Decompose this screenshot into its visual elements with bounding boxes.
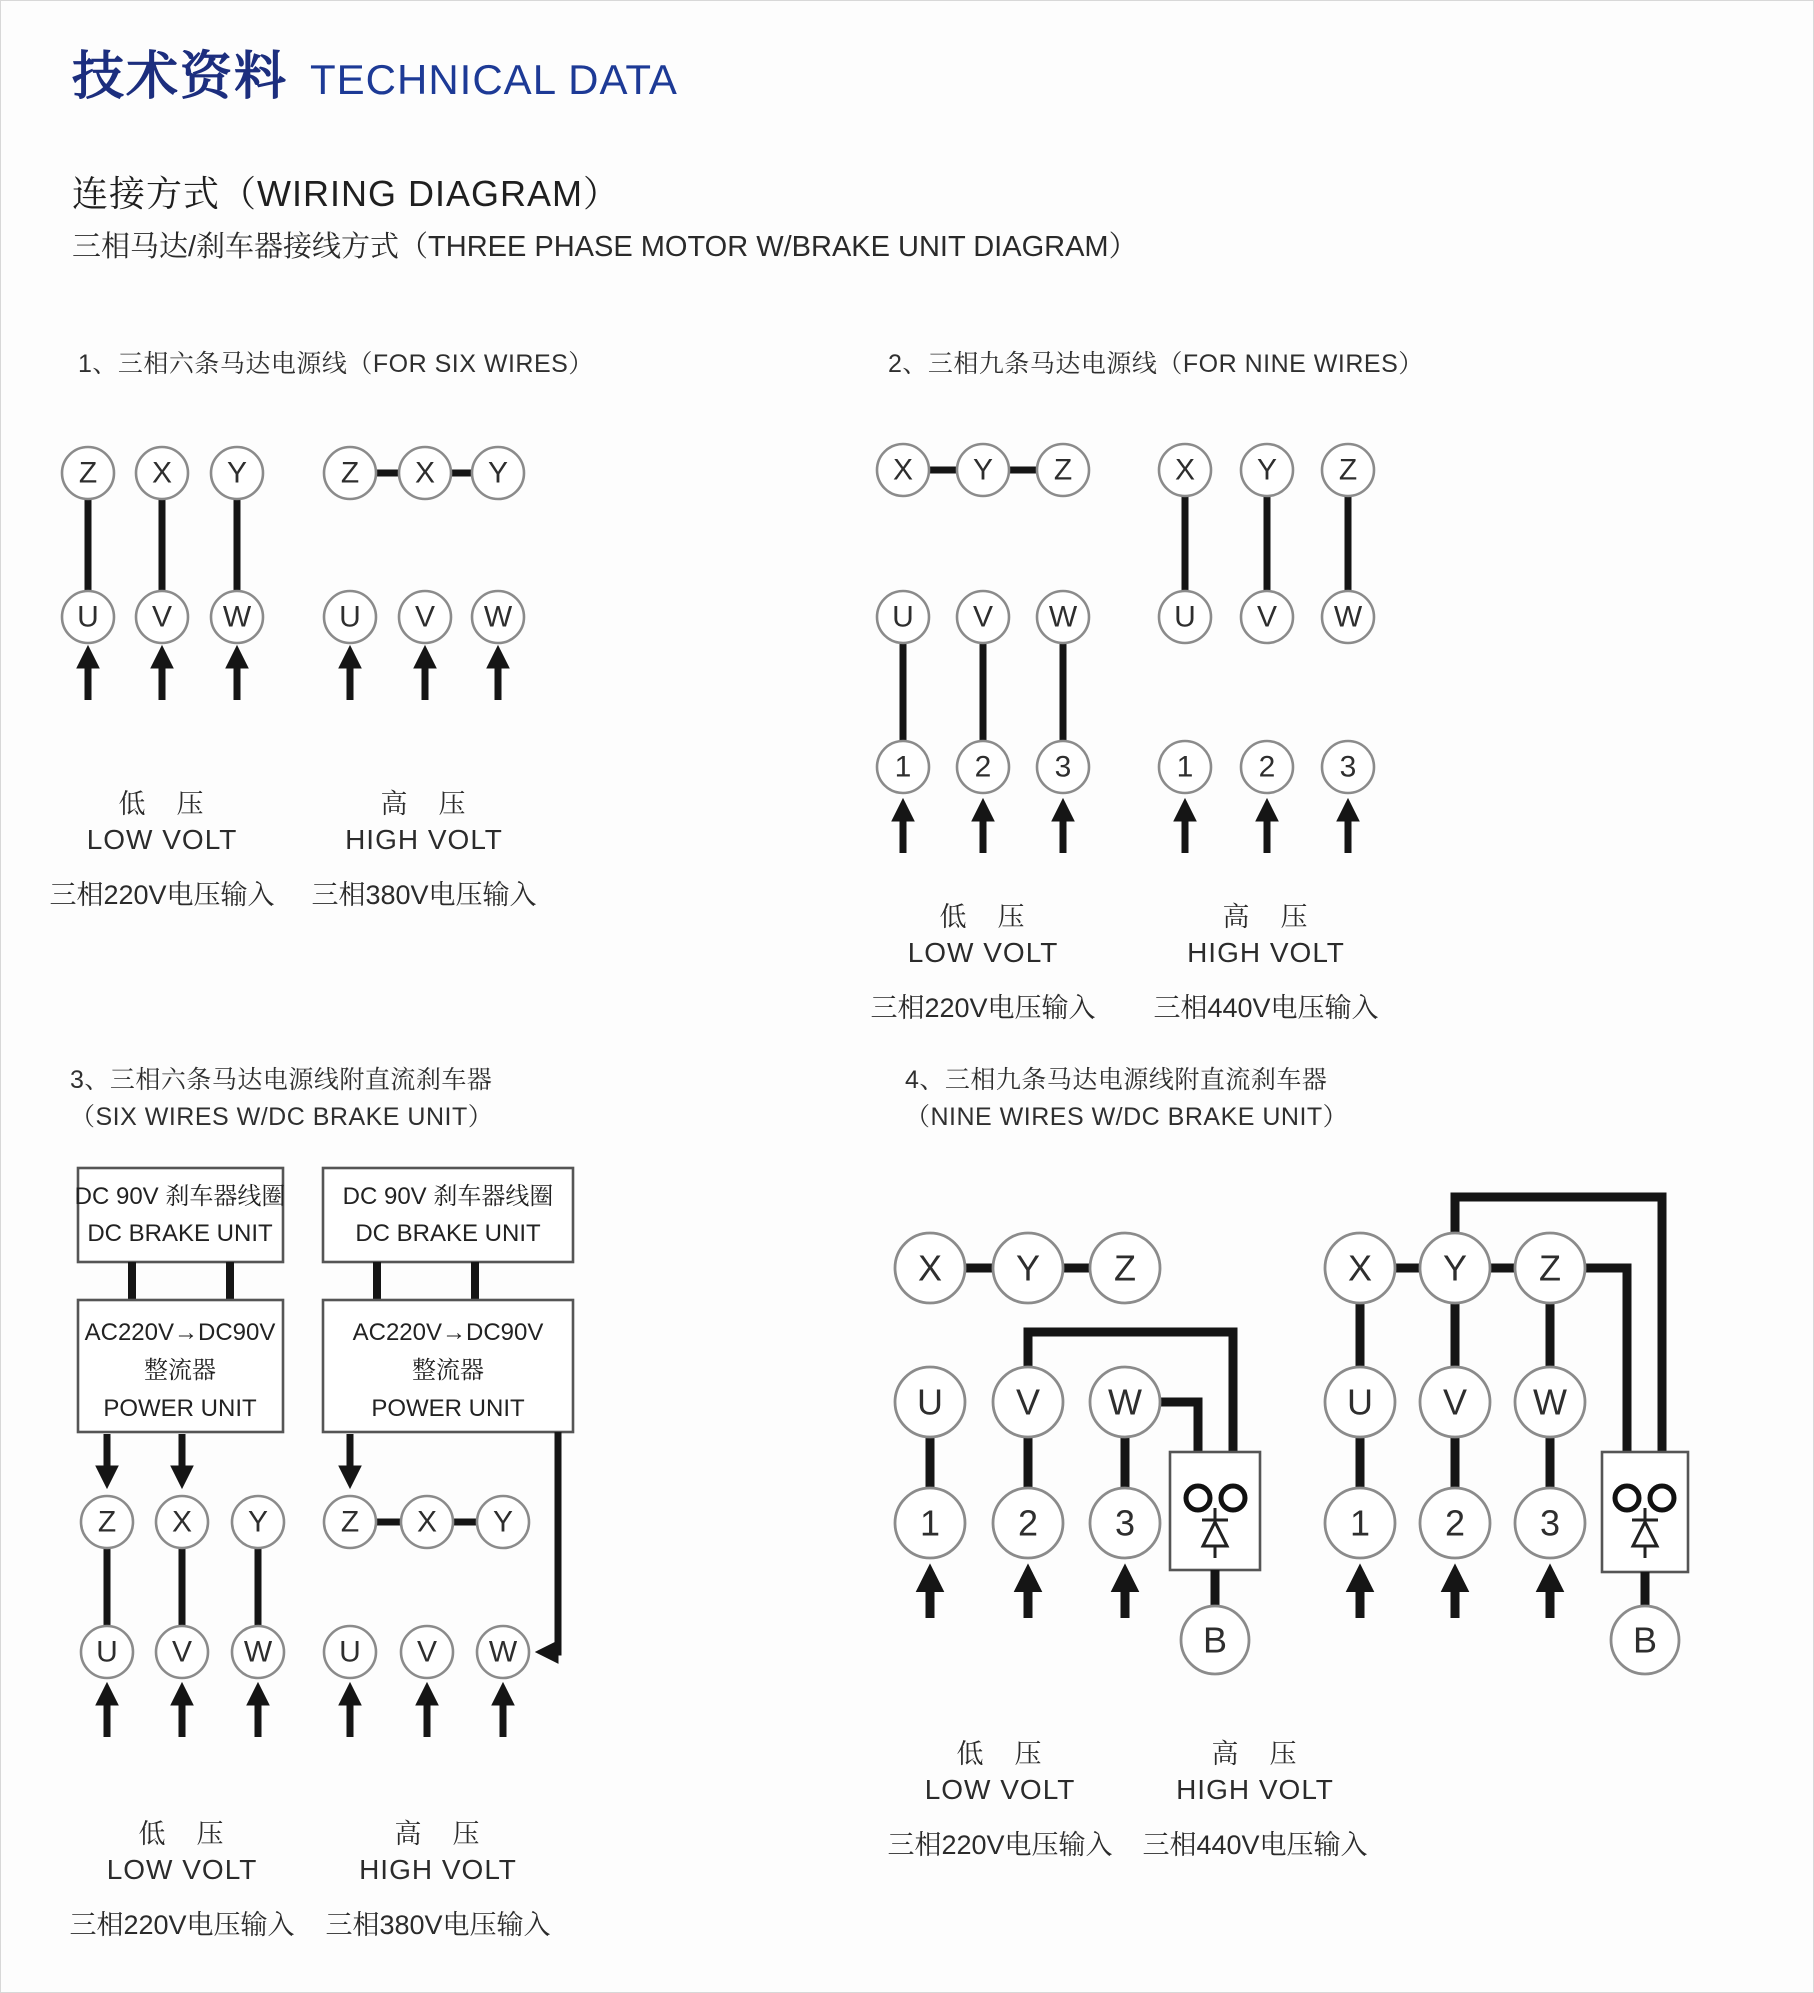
terminal-2 [1241, 741, 1293, 793]
section3-title [70, 1062, 493, 1136]
power-unit-box [323, 1300, 573, 1432]
svg-text:V: V [171, 1635, 193, 1669]
svg-text:V: V [151, 600, 173, 634]
voltage-input: 三相440V电压输入 [1153, 993, 1379, 1023]
brake-return-wire [542, 1432, 558, 1652]
svg-text:X: X [171, 1505, 193, 1539]
low-volt-zh: 低 压 [118, 789, 206, 819]
svg-text:Y: Y [1256, 453, 1278, 487]
terminal-u [1159, 591, 1211, 643]
terminal-v [399, 591, 451, 643]
svg-text:Z: Z [1338, 453, 1358, 487]
svg-text:Y: Y [226, 456, 248, 490]
terminal-z [1515, 1233, 1585, 1303]
terminal-w [211, 591, 263, 643]
terminal-1 [895, 1488, 965, 1558]
high-volt-zh: 高 压 [1222, 902, 1310, 932]
terminal-v [401, 1626, 453, 1678]
label-s2-low-volt [870, 895, 1095, 1025]
terminal-z [1037, 444, 1089, 496]
terminal-3 [1090, 1488, 1160, 1558]
svg-text:Y: Y [492, 1505, 514, 1539]
section3-title-line1: 3、三相六条马达电源线附直流刹车器 [70, 1066, 493, 1094]
svg-text:U: U [1174, 600, 1196, 634]
power-box-label-zh: 整流器 [412, 1357, 484, 1384]
label-s1-low-volt [49, 782, 274, 912]
svg-text:Z: Z [78, 456, 98, 490]
rectifier-terminal [1186, 1486, 1210, 1510]
voltage-input: 三相220V电压输入 [69, 1910, 295, 1940]
terminal-x [401, 1496, 453, 1548]
terminal-y [211, 447, 263, 499]
terminal-y [477, 1496, 529, 1548]
svg-text:1: 1 [919, 1502, 941, 1544]
svg-text:Z: Z [97, 1505, 117, 1539]
diagram-nine-wires [860, 430, 1420, 880]
svg-text:Y: Y [487, 456, 509, 490]
terminal-y [1241, 444, 1293, 496]
page-header [72, 34, 678, 109]
terminal-z [1322, 444, 1374, 496]
terminal-b [1611, 1606, 1679, 1674]
svg-text:3: 3 [1114, 1502, 1136, 1544]
svg-text:1: 1 [894, 750, 912, 784]
terminal-v [1241, 591, 1293, 643]
nine-wires-low-volt [877, 444, 1089, 853]
section4-title-line1: 4、三相九条马达电源线附直流刹车器 [905, 1066, 1328, 1094]
terminal-1 [1159, 741, 1211, 793]
low-volt-zh: 低 压 [138, 1819, 226, 1849]
high-volt-en: HIGH VOLT [345, 824, 503, 855]
low-volt-en: LOW VOLT [86, 824, 238, 855]
section2-title: 2、三相九条马达电源线（FOR NINE WIRES） [888, 350, 1424, 378]
svg-text:U: U [339, 1635, 361, 1669]
terminal-w [472, 591, 524, 643]
high-volt-en: HIGH VOLT [359, 1854, 517, 1885]
nine-wires-brake-low-volt [895, 1233, 1260, 1674]
six-wires-low-volt [62, 447, 263, 700]
terminal-u [62, 591, 114, 643]
rectifier-terminal [1615, 1486, 1639, 1510]
terminal-b [1181, 1606, 1249, 1674]
section1-title: 1、三相六条马达电源线（FOR SIX WIRES） [78, 350, 594, 378]
terminal-x [895, 1233, 965, 1303]
svg-text:U: U [77, 600, 99, 634]
subtitle-wiring-diagram: 连接方式（WIRING DIAGRAM） [72, 173, 620, 214]
svg-text:2: 2 [1017, 1502, 1039, 1544]
page-title-zh: 技术资料 [72, 48, 289, 106]
label-s1-high-volt [311, 782, 536, 912]
svg-text:U: U [1347, 1381, 1373, 1423]
label-s4-high-volt [1142, 1732, 1367, 1862]
svg-text:U: U [917, 1381, 943, 1423]
terminal-z [62, 447, 114, 499]
svg-text:W: W [1333, 600, 1363, 634]
terminal-u [324, 1626, 376, 1678]
terminal-2 [993, 1488, 1063, 1558]
terminal-x [1159, 444, 1211, 496]
terminal-w [477, 1626, 529, 1678]
svg-text:Y: Y [1442, 1247, 1468, 1289]
svg-text:B: B [1632, 1619, 1658, 1661]
terminal-v [136, 591, 188, 643]
diagram-nine-wires-dc-brake [880, 1180, 1760, 1680]
svg-text:X: X [416, 1505, 438, 1539]
svg-text:W: W [1533, 1381, 1567, 1423]
svg-text:1: 1 [1349, 1502, 1371, 1544]
rectifier-box [1602, 1452, 1688, 1572]
terminal-w [1322, 591, 1374, 643]
section4-title-line2: （NINE WIRES W/DC BRAKE UNIT） [905, 1103, 1349, 1131]
high-volt-en: HIGH VOLT [1187, 937, 1345, 968]
power-box-label-en: POWER UNIT [103, 1395, 257, 1422]
low-volt-zh: 低 压 [956, 1739, 1044, 1769]
high-volt-zh: 高 压 [394, 1819, 482, 1849]
svg-text:Z: Z [1114, 1247, 1136, 1289]
svg-text:2: 2 [1258, 750, 1276, 784]
svg-text:W: W [1108, 1381, 1142, 1423]
svg-text:1: 1 [1176, 750, 1194, 784]
svg-text:V: V [1015, 1381, 1041, 1423]
svg-text:2: 2 [974, 750, 992, 784]
terminal-u [81, 1626, 133, 1678]
svg-text:X: X [414, 456, 436, 490]
six-wires-high-volt [324, 447, 524, 700]
label-s4-low-volt [887, 1732, 1112, 1862]
rectifier-box [1170, 1452, 1260, 1570]
svg-text:U: U [96, 1635, 118, 1669]
terminal-z [1090, 1233, 1160, 1303]
svg-text:X: X [1347, 1247, 1373, 1289]
svg-text:V: V [1256, 600, 1278, 634]
terminal-u [1325, 1367, 1395, 1437]
diagram-six-wires [40, 430, 680, 720]
terminal-z [324, 447, 376, 499]
svg-text:U: U [892, 600, 914, 634]
terminal-3 [1515, 1488, 1585, 1558]
terminal-w [1515, 1367, 1585, 1437]
svg-text:Y: Y [1015, 1247, 1041, 1289]
svg-text:Z: Z [340, 1505, 360, 1539]
svg-text:W: W [1048, 600, 1078, 634]
svg-text:X: X [1174, 453, 1196, 487]
label-s3-high-volt [325, 1812, 550, 1942]
terminal-v [1420, 1367, 1490, 1437]
label-s3-low-volt [69, 1812, 294, 1942]
high-volt-en: HIGH VOLT [1176, 1774, 1334, 1805]
voltage-input: 三相220V电压输入 [870, 993, 1096, 1023]
voltage-input: 三相380V电压输入 [325, 1910, 551, 1940]
terminal-y [957, 444, 1009, 496]
power-box-label-en: POWER UNIT [371, 1395, 525, 1422]
terminal-v [156, 1626, 208, 1678]
high-volt-zh: 高 压 [380, 789, 468, 819]
svg-text:V: V [972, 600, 994, 634]
svg-text:Y: Y [247, 1505, 269, 1539]
svg-text:2: 2 [1444, 1502, 1466, 1544]
low-volt-zh: 低 压 [939, 902, 1027, 932]
terminal-z [81, 1496, 133, 1548]
diagram-six-wires-dc-brake [60, 1160, 620, 1740]
terminal-2 [1420, 1488, 1490, 1558]
terminal-x [156, 1496, 208, 1548]
terminal-x [877, 444, 929, 496]
terminal-w [232, 1626, 284, 1678]
terminal-y [232, 1496, 284, 1548]
brake-box-label-en: DC BRAKE UNIT [87, 1220, 273, 1247]
power-box-label-volt: AC220V→DC90V [84, 1319, 276, 1346]
power-box-label-zh: 整流器 [144, 1357, 216, 1384]
svg-text:W: W [243, 1635, 273, 1669]
svg-text:B: B [1202, 1619, 1228, 1661]
terminal-z [324, 1496, 376, 1548]
subtitle-three-phase-motor: 三相马达/刹车器接线方式（THREE PHASE MOTOR W/BRAKE UNIT DIAGRAM） [72, 231, 1138, 263]
rectifier-terminal [1650, 1486, 1674, 1510]
voltage-input: 三相380V电压输入 [311, 880, 537, 910]
svg-text:X: X [917, 1247, 943, 1289]
svg-text:W: W [488, 1635, 518, 1669]
section4-title [905, 1062, 1348, 1136]
low-volt-en: LOW VOLT [907, 937, 1059, 968]
terminal-1 [1325, 1488, 1395, 1558]
svg-text:V: V [414, 600, 436, 634]
terminal-y [472, 447, 524, 499]
svg-text:W: W [483, 600, 513, 634]
terminal-v [957, 591, 1009, 643]
label-s2-high-volt [1153, 895, 1378, 1025]
svg-text:3: 3 [1054, 750, 1072, 784]
page-title-en: TECHNICAL DATA [310, 56, 678, 103]
section3-title-line2: （SIX WIRES W/DC BRAKE UNIT） [70, 1103, 494, 1131]
power-box-label-volt: AC220V→DC90V [352, 1319, 544, 1346]
brake-box-label-en: DC BRAKE UNIT [355, 1220, 541, 1247]
terminal-1 [877, 741, 929, 793]
brake-box-label-zh: DC 90V 刹车器线圈 [74, 1183, 286, 1210]
svg-text:3: 3 [1339, 750, 1357, 784]
low-volt-en: LOW VOLT [106, 1854, 258, 1885]
svg-text:X: X [151, 456, 173, 490]
dc-brake-unit-box [323, 1168, 573, 1262]
terminal-w [1090, 1367, 1160, 1437]
six-wires-brake-low-volt [75, 1168, 286, 1737]
six-wires-brake-high-volt [323, 1168, 573, 1737]
svg-text:Z: Z [340, 456, 360, 490]
terminal-u [877, 591, 929, 643]
terminal-3 [1037, 741, 1089, 793]
svg-text:Y: Y [972, 453, 994, 487]
brake-box-label-zh: DC 90V 刹车器线圈 [342, 1183, 554, 1210]
nine-wires-brake-high-volt [1325, 1197, 1688, 1674]
rectifier-terminal [1221, 1486, 1245, 1510]
terminal-3 [1322, 741, 1374, 793]
terminal-w [1037, 591, 1089, 643]
voltage-input: 三相220V电压输入 [887, 1830, 1113, 1860]
terminal-v [993, 1367, 1063, 1437]
svg-text:X: X [892, 453, 914, 487]
dc-brake-unit-box [75, 1168, 286, 1262]
svg-text:W: W [222, 600, 252, 634]
svg-text:V: V [416, 1635, 438, 1669]
terminal-u [324, 591, 376, 643]
terminal-u [895, 1367, 965, 1437]
terminal-x [399, 447, 451, 499]
voltage-input: 三相220V电压输入 [49, 880, 275, 910]
high-volt-zh: 高 压 [1211, 1739, 1299, 1769]
svg-text:Z: Z [1539, 1247, 1561, 1289]
low-volt-en: LOW VOLT [924, 1774, 1076, 1805]
power-unit-box [78, 1300, 283, 1432]
svg-text:V: V [1442, 1381, 1468, 1423]
voltage-input: 三相440V电压输入 [1142, 1830, 1368, 1860]
terminal-y [1420, 1233, 1490, 1303]
nine-wires-high-volt [1159, 444, 1374, 853]
terminal-x [136, 447, 188, 499]
terminal-2 [957, 741, 1009, 793]
terminal-x [1325, 1233, 1395, 1303]
svg-text:Z: Z [1053, 453, 1073, 487]
svg-text:3: 3 [1539, 1502, 1561, 1544]
terminal-y [993, 1233, 1063, 1303]
svg-text:U: U [339, 600, 361, 634]
